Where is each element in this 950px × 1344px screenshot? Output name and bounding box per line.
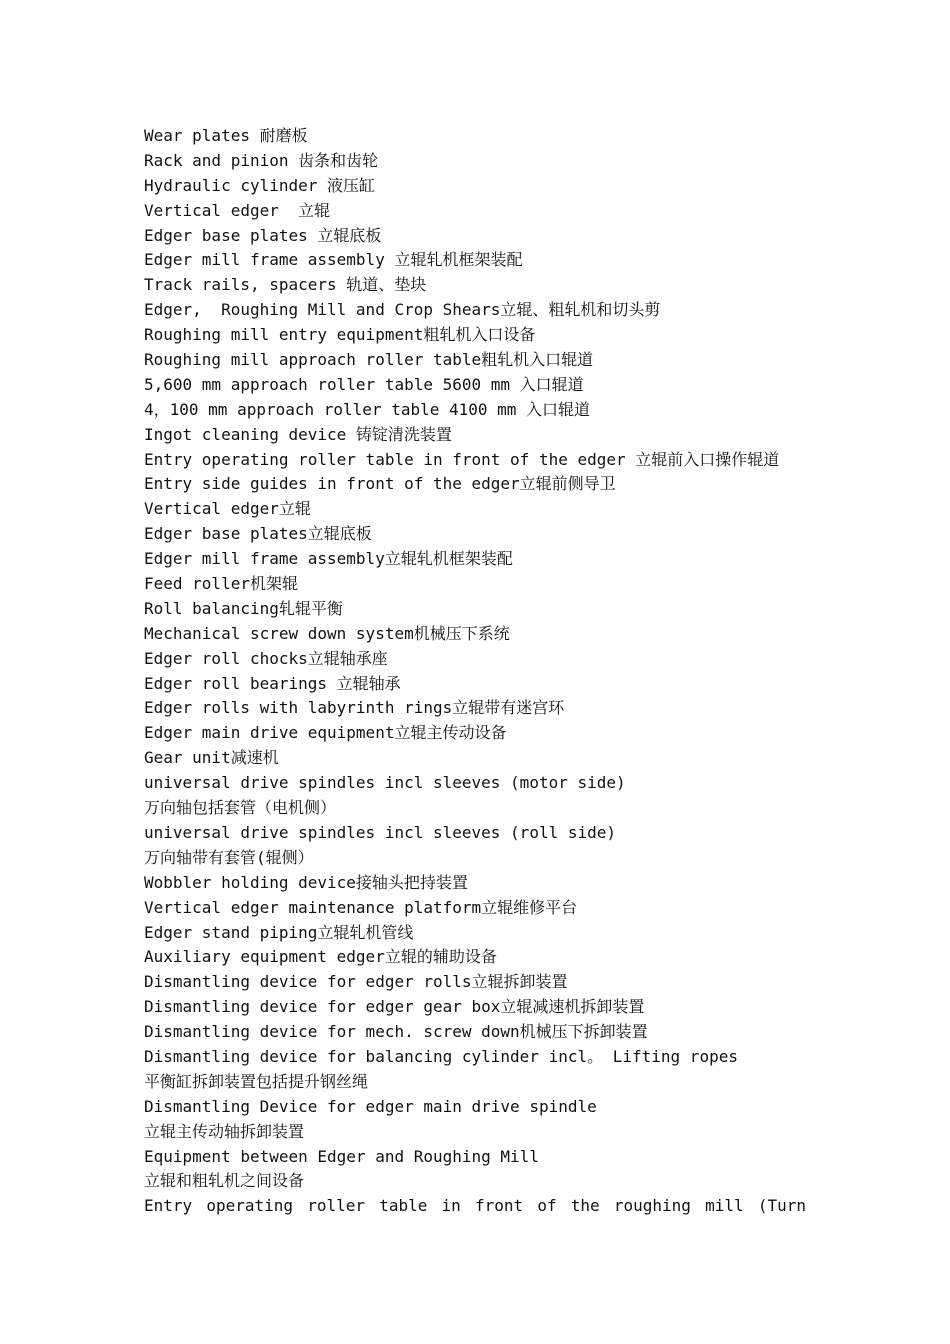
text-line: Edger mill frame assembly立辊轧机框架装配 xyxy=(144,549,513,569)
text-line: Edger, Roughing Mill and Crop Shears立辊、粗轧机和切头剪 xyxy=(144,300,661,320)
text-line: Edger roll bearings 立辊轴承 xyxy=(144,673,401,693)
text-line: Dismantling device for balancing cylinder incl。 Lifting ropes xyxy=(144,1046,738,1066)
text-line: Track rails, spacers 轨道、垫块 xyxy=(144,275,427,295)
text-line: Dismantling Device for edger main drive spindle xyxy=(144,1096,597,1116)
text-line: Dismantling device for mech. screw down机械压下拆卸装置 xyxy=(144,1022,648,1042)
text-line: Vertical edger立辊 xyxy=(144,499,311,519)
text-line: universal drive spindles incl sleeves (roll side) xyxy=(144,822,617,842)
text-line: Feed roller机架辊 xyxy=(144,574,298,594)
text-line: 4，100 mm approach roller table 4100 mm 入口辊道 xyxy=(144,399,591,419)
text-line: 立辊和粗轧机之间设备 xyxy=(144,1171,305,1191)
document-body xyxy=(144,124,824,1219)
text-line: Ingot cleaning device 铸锭清洗装置 xyxy=(144,424,452,444)
text-line: universal drive spindles incl sleeves (motor side) xyxy=(144,773,626,793)
text-line: Vertical edger 立辊 xyxy=(144,200,331,220)
text-line: Edger rolls with labyrinth rings立辊带有迷宫环 xyxy=(144,698,565,718)
text-line: 5,600 mm approach roller table 5600 mm 入口辊道 xyxy=(144,374,584,394)
text-line: Vertical edger maintenance platform立辊维修平台 xyxy=(144,897,578,917)
text-line: Roughing mill approach roller table粗轧机入口辊道 xyxy=(144,350,594,370)
text-line: Equipment between Edger and Roughing Mill xyxy=(144,1146,539,1166)
text-line: Edger mill frame assembly 立辊轧机框架装配 xyxy=(144,250,523,270)
text-line: Entry side guides in front of the edger立辊前侧导卫 xyxy=(144,474,616,494)
text-line: Dismantling device for edger rolls立辊拆卸装置 xyxy=(144,972,568,992)
text-line: Dismantling device for edger gear box立辊减速机拆卸装置 xyxy=(144,997,645,1017)
text-line: Edger main drive equipment立辊主传动设备 xyxy=(144,723,507,743)
text-line: 万向轴带有套管(辊侧） xyxy=(144,847,314,867)
text-line: Rack and pinion 齿条和齿轮 xyxy=(144,150,379,170)
text-line: Auxiliary equipment edger立辊的辅助设备 xyxy=(144,947,497,967)
text-line: Hydraulic cylinder 液压缸 xyxy=(144,175,376,195)
text-line: Entry operating roller table in front of the edger 立辊前入口操作辊道 xyxy=(144,449,780,469)
text-line: Gear unit减速机 xyxy=(144,748,279,768)
text-line: Edger base plates 立辊底板 xyxy=(144,225,382,245)
text-line: 万向轴包括套管（电机侧） xyxy=(144,798,337,818)
text-line-continued: Entry operating roller table in front of the roughing mill (Turn xyxy=(144,1196,806,1216)
text-line: Roll balancing轧辊平衡 xyxy=(144,598,343,618)
text-line: Edger roll chocks立辊轴承座 xyxy=(144,648,388,668)
text-line: Mechanical screw down system机械压下系统 xyxy=(144,623,510,643)
text-line: Wear plates 耐磨板 xyxy=(144,126,308,145)
text-line: Roughing mill entry equipment粗轧机入口设备 xyxy=(144,325,536,345)
text-line: Edger base plates立辊底板 xyxy=(144,524,372,544)
text-line: 平衡缸拆卸装置包括提升钢丝绳 xyxy=(144,1071,369,1091)
text-line: Wobbler holding device接轴头把持装置 xyxy=(144,872,468,892)
text-line: 立辊主传动轴拆卸装置 xyxy=(144,1121,305,1141)
text-line: Edger stand piping立辊轧机管线 xyxy=(144,922,414,942)
